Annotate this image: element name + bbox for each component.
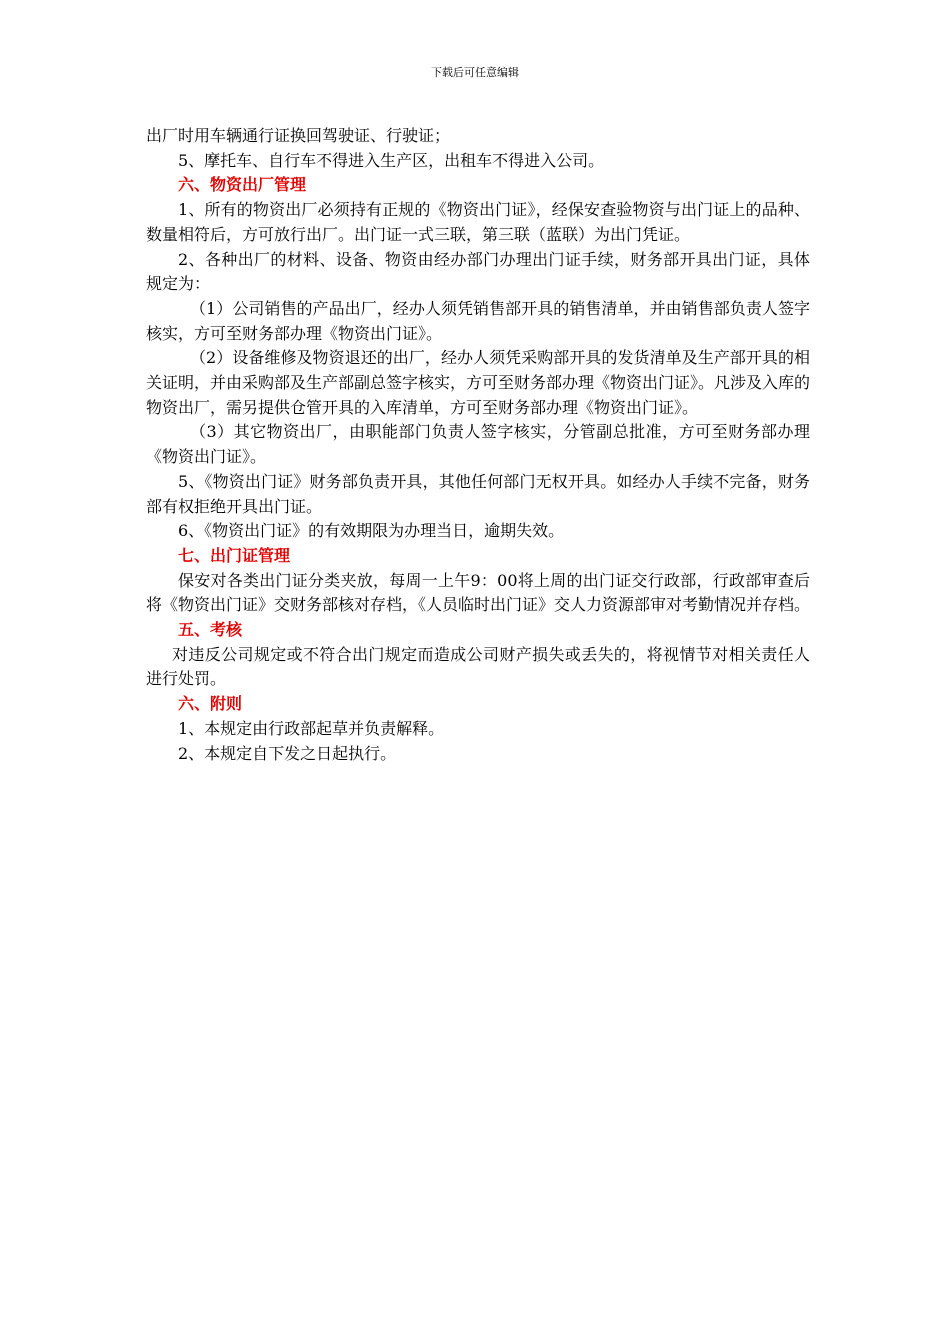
paragraph: （2）设备维修及物资退还的出厂，经办人须凭采购部开具的发货清单及生产部开具的相关证明，并由采购部及生产部副总签字核实，方可至财务部办理《物资出门证》。凡涉及入库的物资出厂，需另提供仓管开具的入库清单，方可至财务部办理《物资出门证》。: [146, 348, 811, 417]
paragraph: 1、所有的物资出厂必须持有正规的《物资出门证》，经保安查验物资与出门证上的品种、数量相符后，方可放行出厂。出门证一式三联，第三联（蓝联）为出门凭证。: [146, 200, 810, 244]
section-heading: 五、考核: [178, 620, 243, 640]
paragraph: 1、本规定由行政部起草并负责解释。: [178, 718, 445, 738]
paragraph: 出厂时用车辆通行证换回驾驶证、行驶证；: [146, 126, 451, 145]
section-heading: 六、物资出厂管理: [178, 175, 307, 195]
paragraph: 5、《物资出门证》财务部负责开具，其他任何部门无权开具。如经办人手续不完备，财务部有权拒绝开具出门证。: [146, 471, 810, 516]
section-heading: 七、出门证管理: [178, 545, 291, 565]
paragraph: 6、《物资出门证》的有效期限为办理当日，逾期失效。: [178, 521, 565, 541]
paragraph: （1）公司销售的产品出厂，经办人须凭销售部开具的销售清单，并由销售部负责人签字核实，方可至财务部办理《物资出门证》。: [146, 298, 810, 343]
paragraph: 2、各种出厂的材料、设备、物资由经办部门办理出门证手续，财务部开具出门证，具体规定为：: [146, 249, 810, 294]
paragraph: 保安对各类出门证分类夹放，每周一上午9：00将上周的出门证交行政部，行政部审查后将《物资出门证》交财务部核对存档，《人员临时出门证》交人力资源部审对考勤情况并存档。: [146, 570, 811, 615]
section-heading: 六、附则: [178, 694, 243, 714]
paragraph: 5、摩托车、自行车不得进入生产区，出租车不得进入公司。: [178, 150, 605, 170]
paragraph: （3）其它物资出厂，由职能部门负责人签字核实，分管副总批准，方可至财务部办理《物资出门证》。: [146, 422, 810, 467]
document-body: [146, 124, 810, 766]
paragraph: 2、本规定自下发之日起执行。: [178, 743, 397, 763]
page-header: 下载后可任意编辑: [431, 66, 519, 79]
paragraph: 对违反公司规定或不符合出门规定而造成公司财产损失或丢失的，将视情节对相关责任人进行处罚。: [146, 644, 810, 689]
